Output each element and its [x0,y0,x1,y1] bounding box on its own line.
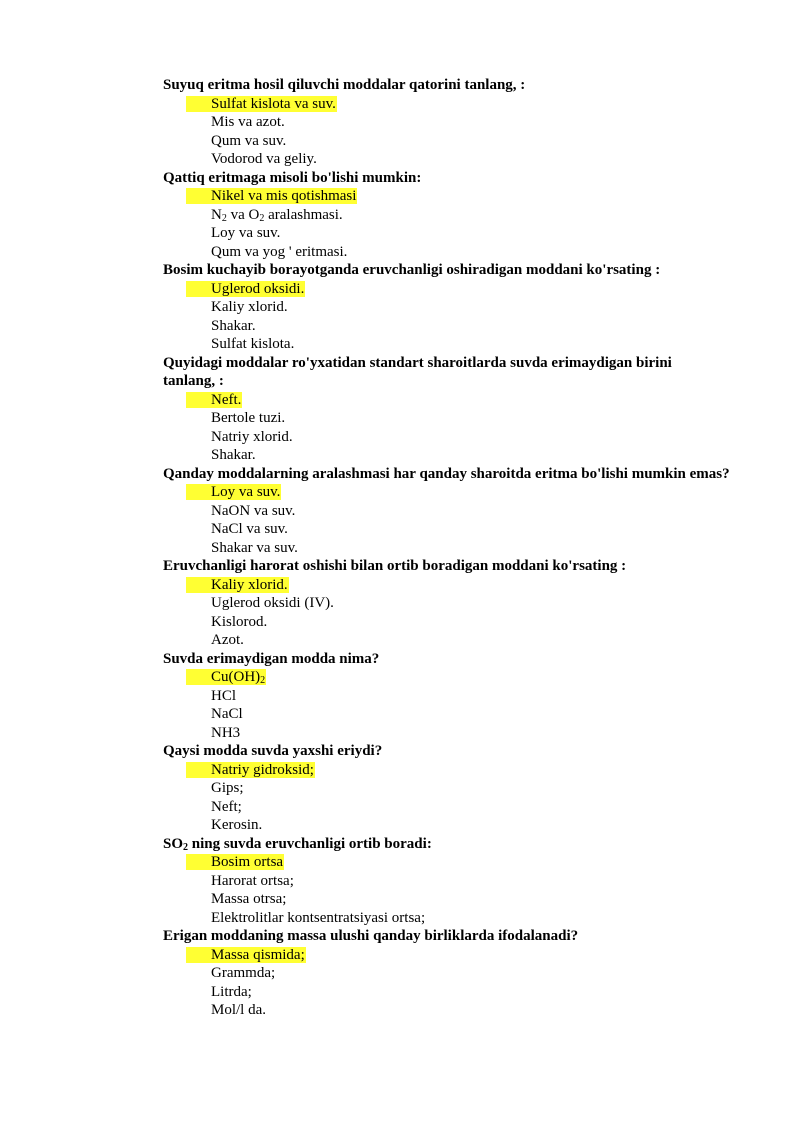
answer-2 [163,187,743,206]
answer-highlight: Nikel va mis qotishmasi [211,188,357,204]
question-6: Eruvchanligi harorat oshishi bilan ortib boradigan moddani ko'rsating : [163,558,627,574]
option: NH3 [211,724,241,741]
answer-highlight: Kaliy xlorid. [211,576,288,593]
option-part: N [211,206,222,223]
option: Azot. [211,632,244,648]
option-part: aralashmasi. [264,206,343,223]
option-part: va O [226,206,260,223]
answer-highlight: Massa qismida; [211,946,305,963]
answer-highlight: Uglerod oksidi. [211,280,305,297]
option: Shakar. [211,447,256,463]
option: Harorat ortsa; [211,872,294,889]
answer-5 [163,483,743,502]
question-8: Qaysi modda suvda yaxshi eriydi? [163,743,383,759]
question-part: SO [163,835,184,852]
question-5: Qanday moddalarning aralashmasi har qanday sharoitda eritma bo'lishi mumkin emas? [163,465,730,482]
answer-10 [163,946,743,965]
option: Kislorod. [211,613,268,630]
answer-1 [163,95,743,114]
option: Mol/l da. [211,1002,266,1018]
option: Grammda; [211,965,276,981]
subscript: 2 [221,212,227,224]
option: Vodorod va geliy. [211,151,317,167]
answer-highlight: Loy va suv. [211,484,281,500]
option: Kerosin. [211,817,263,833]
option: Elektrolitlar kontsentratsiyasi ortsa; [211,909,426,926]
answer-text: Cu(OH) [211,669,261,685]
question-7: Suvda erimaydigan modda nima? [163,650,380,667]
answer-8 [163,761,743,780]
question-4: Quyidagi moddalar ro'yxatidan standart sharoitlarda suvda erimaydigan birini tanlang, : [163,354,672,389]
option: Qum va suv. [211,132,287,149]
option: Loy va suv. [211,225,281,241]
answer-highlight: Natriy gidroksid; [211,761,314,778]
option: HCl [211,687,237,704]
answer-highlight: Bosim ortsa [211,854,284,870]
answer-7 [163,668,743,687]
option: Sulfat kislota. [211,336,295,352]
answer-highlight: Sulfat kislota va suv. [211,95,336,112]
question-2: Qattiq eritmaga misoli bo'lishi mumkin: [163,169,422,186]
answer-4 [163,391,743,410]
option: Natriy xlorid. [211,428,293,445]
question-part: ning suvda eruvchanligi ortib boradi: [188,835,432,852]
question-10: Erigan moddaning massa ulushi qanday birliklarda ifodalanadi? [163,928,579,944]
option: Gips; [211,780,244,796]
option: Bertole tuzi. [211,410,286,426]
subscript: 2 [259,212,265,224]
quiz-content [163,76,743,1020]
option [163,206,743,225]
answer-6 [163,576,743,595]
option: Neft; [211,798,242,815]
question-1: Suyuq eritma hosil qiluvchi moddalar qatorini tanlang, : [163,77,526,93]
option: Mis va azot. [211,114,285,130]
answer-highlight [211,669,266,685]
subscript: 2 [260,675,266,686]
question-9 [163,835,743,854]
subscript: 2 [183,841,189,853]
option: Uglerod oksidi (IV). [211,595,334,611]
option: Shakar va suv. [211,539,298,556]
option: NaCl va suv. [211,521,288,537]
question-3: Bosim kuchayib borayotganda eruvchanligi oshiradigan moddani ko'rsating : [163,262,661,278]
option: Shakar. [211,317,256,334]
option: NaCl [211,706,243,722]
answer-highlight: Neft. [211,391,242,408]
option: NaON va suv. [211,502,296,519]
option: Litrda; [211,983,252,1000]
option: Massa otrsa; [211,891,287,907]
answer-9 [163,853,743,872]
option: Kaliy xlorid. [211,299,288,315]
answer-3 [163,280,743,299]
option: Qum va yog ' eritmasi. [211,243,348,260]
